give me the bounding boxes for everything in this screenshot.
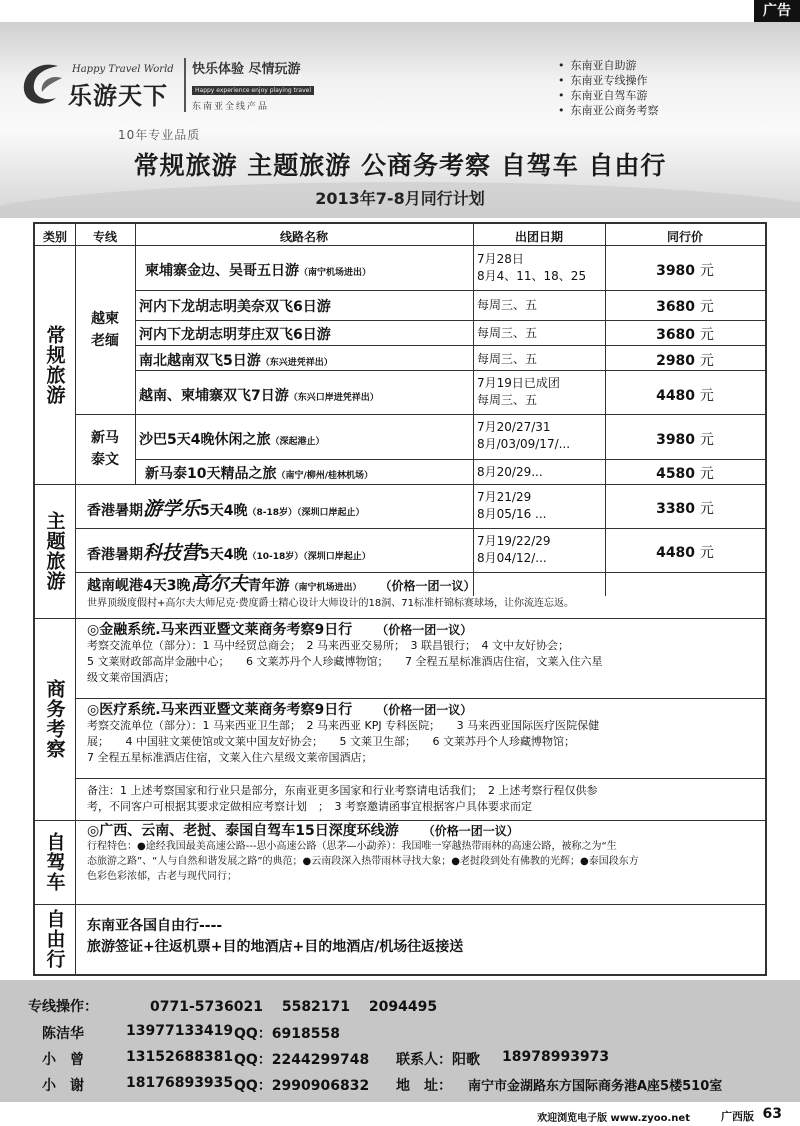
route-date: 每周三、五 — [477, 298, 538, 312]
category-free: 自由行 — [43, 909, 66, 969]
header-route: 线路名称 — [279, 230, 328, 244]
logo-chinese: 乐游天下 — [68, 82, 168, 110]
subline-xinma: 新马泰文 — [91, 430, 119, 468]
slogan-main: 快乐体验 尽情玩游 — [192, 62, 301, 77]
route-price: 3380 元 — [656, 501, 714, 517]
ops-phones: 0771-5736021 5582171 2094495 — [150, 999, 438, 1015]
contact-name: 小 谢 — [42, 1078, 84, 1094]
slogan-sub: 东南亚全线产品 — [192, 102, 270, 112]
category-business: 商务考察 — [43, 679, 66, 759]
category-regular: 常规旅游 — [43, 325, 66, 405]
contact-name: 陈洁华 — [42, 1026, 84, 1042]
route-name: 南北越南双飞5日游（东兴进凭祥出） — [139, 353, 333, 369]
route-price: 2980 元 — [656, 353, 714, 369]
ops-label: 专线操作： — [28, 999, 98, 1015]
itinerary-table — [33, 222, 767, 976]
route-price: 3680 元 — [656, 299, 714, 315]
header-date: 出团日期 — [514, 230, 563, 244]
route-name: 河内下龙胡志明美奈双飞6日游 — [139, 299, 331, 315]
contact-section — [0, 980, 800, 1102]
route-price: 4480 元 — [656, 388, 714, 404]
selfdrive-tour: ◎广西、云南、老挝、泰国自驾车15日深度环线游 （价格一团一议） 行程特色：●途经我国最美高速公路---思小高速公路（思茅—小勐养）：我国唯一穿越热带雨林的高速公路，被称之为“生 态旅游之路”、“人与自然和谐发展之路”的典范；●云南段深入热带雨林寻找大象；●老挝段到处有佛教的光辉；●泰国段东方 色彩色彩浓郁，古老与现代同行； — [87, 823, 639, 882]
route-date: 7月20/27/31 8月/03/09/17/... — [477, 420, 571, 451]
contact-phone: 13152688381 — [126, 1049, 234, 1065]
business-notes: 备注：1 上述考察国家和行业只是部分，东南亚更多国家和行业考察请电话我们； 2 上述考察行程仅供参 考，不同客户可根据其要求定做相应考察计划 ； 3 考察邀请函事宜根据客户具体要求而定 — [87, 784, 598, 813]
category-selfdrive: 自驾车 — [43, 832, 66, 892]
route-name: 柬埔寨金边、吴哥五日游（南宁机场进出） — [145, 263, 372, 279]
pro-quality: 10年专业品质 — [118, 128, 201, 142]
ad-tag: 广告 — [754, 0, 800, 22]
route-date: 每周三、五 — [477, 352, 538, 366]
category-theme: 主题旅游 — [43, 511, 66, 591]
route-name: 香港暑期科技营5天4晚（10-18岁）（深圳口岸起止） — [87, 542, 371, 564]
route-name: 香港暑期游学乐5天4晚（8-18岁）（深圳口岸起止） — [87, 498, 365, 520]
header-price: 同行价 — [666, 230, 703, 244]
plan-title: 2013年7-8月同行计划 — [315, 189, 485, 208]
golf-tour: 越南岘港4天3晚高尔夫青年游（南宁机场进出） （价格一团一议） 世界顶级度假村+高尔夫大师尼克·费度爵士精心设计大师设计的18洞、71标准杆锦标赛球场，让你流连忘返。 — [87, 573, 575, 609]
route-date: 8月20/29... — [477, 465, 543, 479]
contact-qq: QQ：2244299748 — [234, 1052, 370, 1068]
finance-tour: ◎金融系统.马来西亚暨文莱商务考察9日行 （价格一团一议） 考察交流单位（部分）：1 马中经贸总商会； 2 马来西亚交易所； 3 联昌银行； 4 文中友好协会； 5 文莱财政部高岸金融中心； 6 文莱苏丹个人珍藏博物馆； 7 全程五星标准酒店住宿，文莱入住六星 级文莱帝国酒店； — [87, 622, 603, 684]
contact-phone: 13977133419 — [126, 1023, 234, 1039]
address-label: 地 址： — [396, 1078, 452, 1094]
medical-tour: ◎医疗系统.马来西亚暨文莱商务考察9日行 （价格一团一议） 考察交流单位（部分）：1 马来西亚卫生部； 2 马来西亚 KPJ 专科医院； 3 马来西亚国际医疗医院保健 展； 4 中国驻文莱使馆或文莱中国友好协会； 5 文莱卫生部； 6 文莱苏丹个人珍藏博物馆； 7 全程五星标准酒店住宿，文莱入住六星级文莱帝国酒店； — [87, 702, 600, 764]
route-price: 3680 元 — [656, 327, 714, 343]
contact-person-phone: 18978993973 — [502, 1049, 610, 1065]
logo — [18, 58, 178, 118]
logo-english: Happy Travel World — [72, 64, 174, 75]
contact-qq: QQ：6918558 — [234, 1026, 340, 1042]
route-price: 3980 元 — [656, 432, 714, 448]
route-date: 7月19日已成团 每周三、五 — [477, 376, 560, 407]
route-price: 3980 元 — [656, 263, 714, 279]
page-number: 63 — [762, 1106, 782, 1122]
table-header — [35, 224, 765, 246]
wave-logo-icon — [18, 58, 66, 110]
route-date: 7月21/29 8月05/16 ... — [477, 490, 547, 521]
page-footer — [0, 1104, 800, 1126]
address: 南宁市金湖路东方国际商务港A座5楼510室 — [468, 1079, 723, 1094]
slogan — [184, 58, 314, 112]
service-item: • 东南亚公商务考察 — [558, 103, 659, 118]
contact-qq: QQ：2990906832 — [234, 1078, 370, 1094]
header-banner — [0, 22, 800, 218]
header-line: 专线 — [92, 230, 117, 244]
route-name: 沙巴5天4晚休闲之旅（深起港止） — [139, 432, 325, 448]
route-name: 新马泰10天精品之旅（南宁/柳州/桂林机场） — [145, 466, 374, 482]
service-item: • 东南亚专线操作 — [558, 73, 659, 88]
contact-phone: 18176893935 — [126, 1075, 234, 1091]
route-price: 4480 元 — [656, 545, 714, 561]
route-date: 7月19/22/29 8月04/12/... — [477, 534, 551, 565]
website-link[interactable]: 欢迎浏览电子版 www.zyoo.net — [537, 1113, 690, 1124]
route-price: 4580 元 — [656, 466, 714, 482]
service-item: • 东南亚自助游 — [558, 58, 659, 73]
slogan-english: Happy experience enjoy playing travel — [192, 86, 314, 95]
route-date: 7月28日 8月4、11、18、25 — [477, 252, 587, 283]
route-date: 每周三、五 — [477, 326, 538, 340]
contact-person: 联系人：阳歌 — [396, 1052, 480, 1068]
service-item: • 东南亚自驾车游 — [558, 88, 659, 103]
service-list — [558, 58, 659, 118]
free-travel: 东南亚各国自由行---- 旅游签证+往返机票+目的地酒店+目的地酒店/机场往返接送 — [87, 918, 464, 955]
contact-name: 小 曾 — [42, 1052, 84, 1068]
route-name: 河内下龙胡志明芽庄双飞6日游 — [139, 327, 331, 343]
edition-brand: 广西版 — [721, 1110, 754, 1123]
subline-vietnam: 越柬老缅 — [91, 311, 119, 349]
headline: 常规旅游 主题旅游 公商务考察 自驾车 自由行 — [133, 151, 667, 180]
route-name: 越南、柬埔寨双飞7日游（东兴口岸进凭祥出） — [139, 388, 379, 404]
header-category: 类别 — [42, 230, 67, 244]
